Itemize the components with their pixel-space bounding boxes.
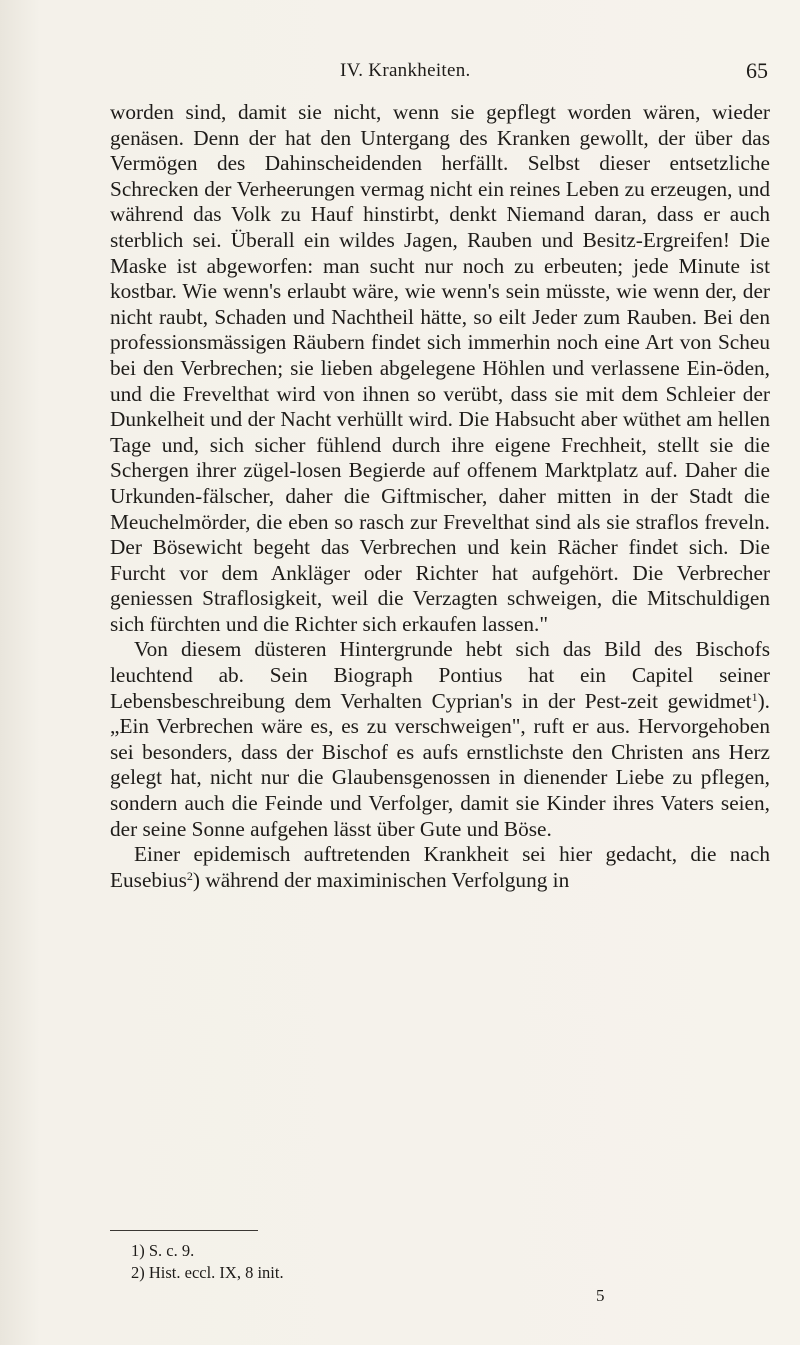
signature-mark: 5 xyxy=(596,1286,605,1305)
footnote-1 xyxy=(131,1240,284,1262)
body-text xyxy=(110,100,770,893)
footnote-1-text: S. c. 9. xyxy=(148,1241,195,1260)
paragraph-2 xyxy=(110,637,770,842)
paragraph-2-text-before: Von diesem düsteren Hintergrunde hebt sich das Bild des Bischofs leuchtend ab. Sein Biograph Pontius hat ein Capitel seiner Lebensbeschreibung dem Verhalten Cyprian's in der Pest-zeit gewidmet xyxy=(110,637,770,713)
paragraph-3-text-after: ) während der maximinischen Verfolgung in xyxy=(192,867,570,892)
paragraph-1 xyxy=(110,100,770,637)
paragraph-3-text-before: Einer epidemisch auftretenden Krankheit sei hier gedacht, die nach Eusebius xyxy=(110,842,770,892)
footnotes xyxy=(131,1240,284,1284)
paragraph-3 xyxy=(110,842,770,893)
running-head: IV. Krankheiten. xyxy=(340,60,471,81)
paragraph-2-text-after: ). „Ein Verbrechen wäre es, es zu verschweigen", ruft er aus. Hervorgehoben sei besonders, dass der Bischof es aufs ernstlichste den Christen ans Herz gelegt hat, nicht nur die Glaubensgenossen in dienender Liebe zu pflegen, sondern auch die Feinde und Verfolger, damit sie Kinder ihres Vaters seien, der seine Sonne aufgehen lässt über Gute und Böse. xyxy=(110,688,770,841)
footnote-1-label: 1) xyxy=(131,1241,145,1260)
footnote-ref-2: 2 xyxy=(186,868,193,883)
footnote-2-label: 2) xyxy=(131,1263,145,1282)
page-number: 65 xyxy=(746,58,768,83)
paragraph-1-text: worden sind, damit sie nicht, wenn sie gepflegt worden wären, wieder genäsen. Denn der hat den Untergang des Kranken gewollt, der über das Vermögen des Dahinscheidenden herfällt. Selbst dieser entsetzliche Schrecken der Verheerungen vermag nicht ein reines Leben zu erzeugen, und während das Volk zu Hauf hinstirbt, denkt Niemand daran, dass er auch sterblich sei. Überall ein wildes Jagen, Rauben und Besitz-Ergreifen! Die Maske ist abgeworfen: man sucht nur noch zu erbeuten; jede Minute ist kostbar. Wie wenn's erlaubt wäre, wie wenn's sein müsste, wie wenn der, der nicht raubt, Schaden und Nachtheil hätte, so eilt Jeder zum Rauben. Bei den professionsmässigen Räubern findet sich immerhin noch eine Art von Scheu bei den Verbrechen; sie lieben abgelegene Höhlen und verlassene Ein-öden, und die Frevelthat wird von ihnen so verübt, dass sie mit dem Schleier der Dunkelheit und der Nacht verhüllt wird. Die Habsucht aber wüthet am hellen Tage und, sich sicher fühlend durch ihre eigene Frechheit, stellt sie die Schergen ihrer zügel-losen Begierde auf offenem Marktplatz auf. Daher die Urkunden-fälscher, daher die Giftmischer, daher mitten in der Stadt die Meuchelmörder, die eben so rasch zur Frevelthat sind als sie straflos freveln. Der Bösewicht begeht das Verbrechen und kein Rächer findet sich. Die Furcht vor dem Ankläger oder Richter hat aufgehört. Die Verbrecher geniessen Straflosigkeit, weil die Verzagten schweigen, die Mitschuldigen sich fürchten und die Richter sich erkaufen lassen." xyxy=(110,100,770,636)
footnote-2 xyxy=(131,1262,284,1284)
footnote-divider xyxy=(110,1230,258,1231)
footnote-ref-1: 1 xyxy=(751,689,758,704)
footnote-2-text: Hist. eccl. IX, 8 init. xyxy=(148,1263,284,1282)
page-header xyxy=(110,56,770,86)
